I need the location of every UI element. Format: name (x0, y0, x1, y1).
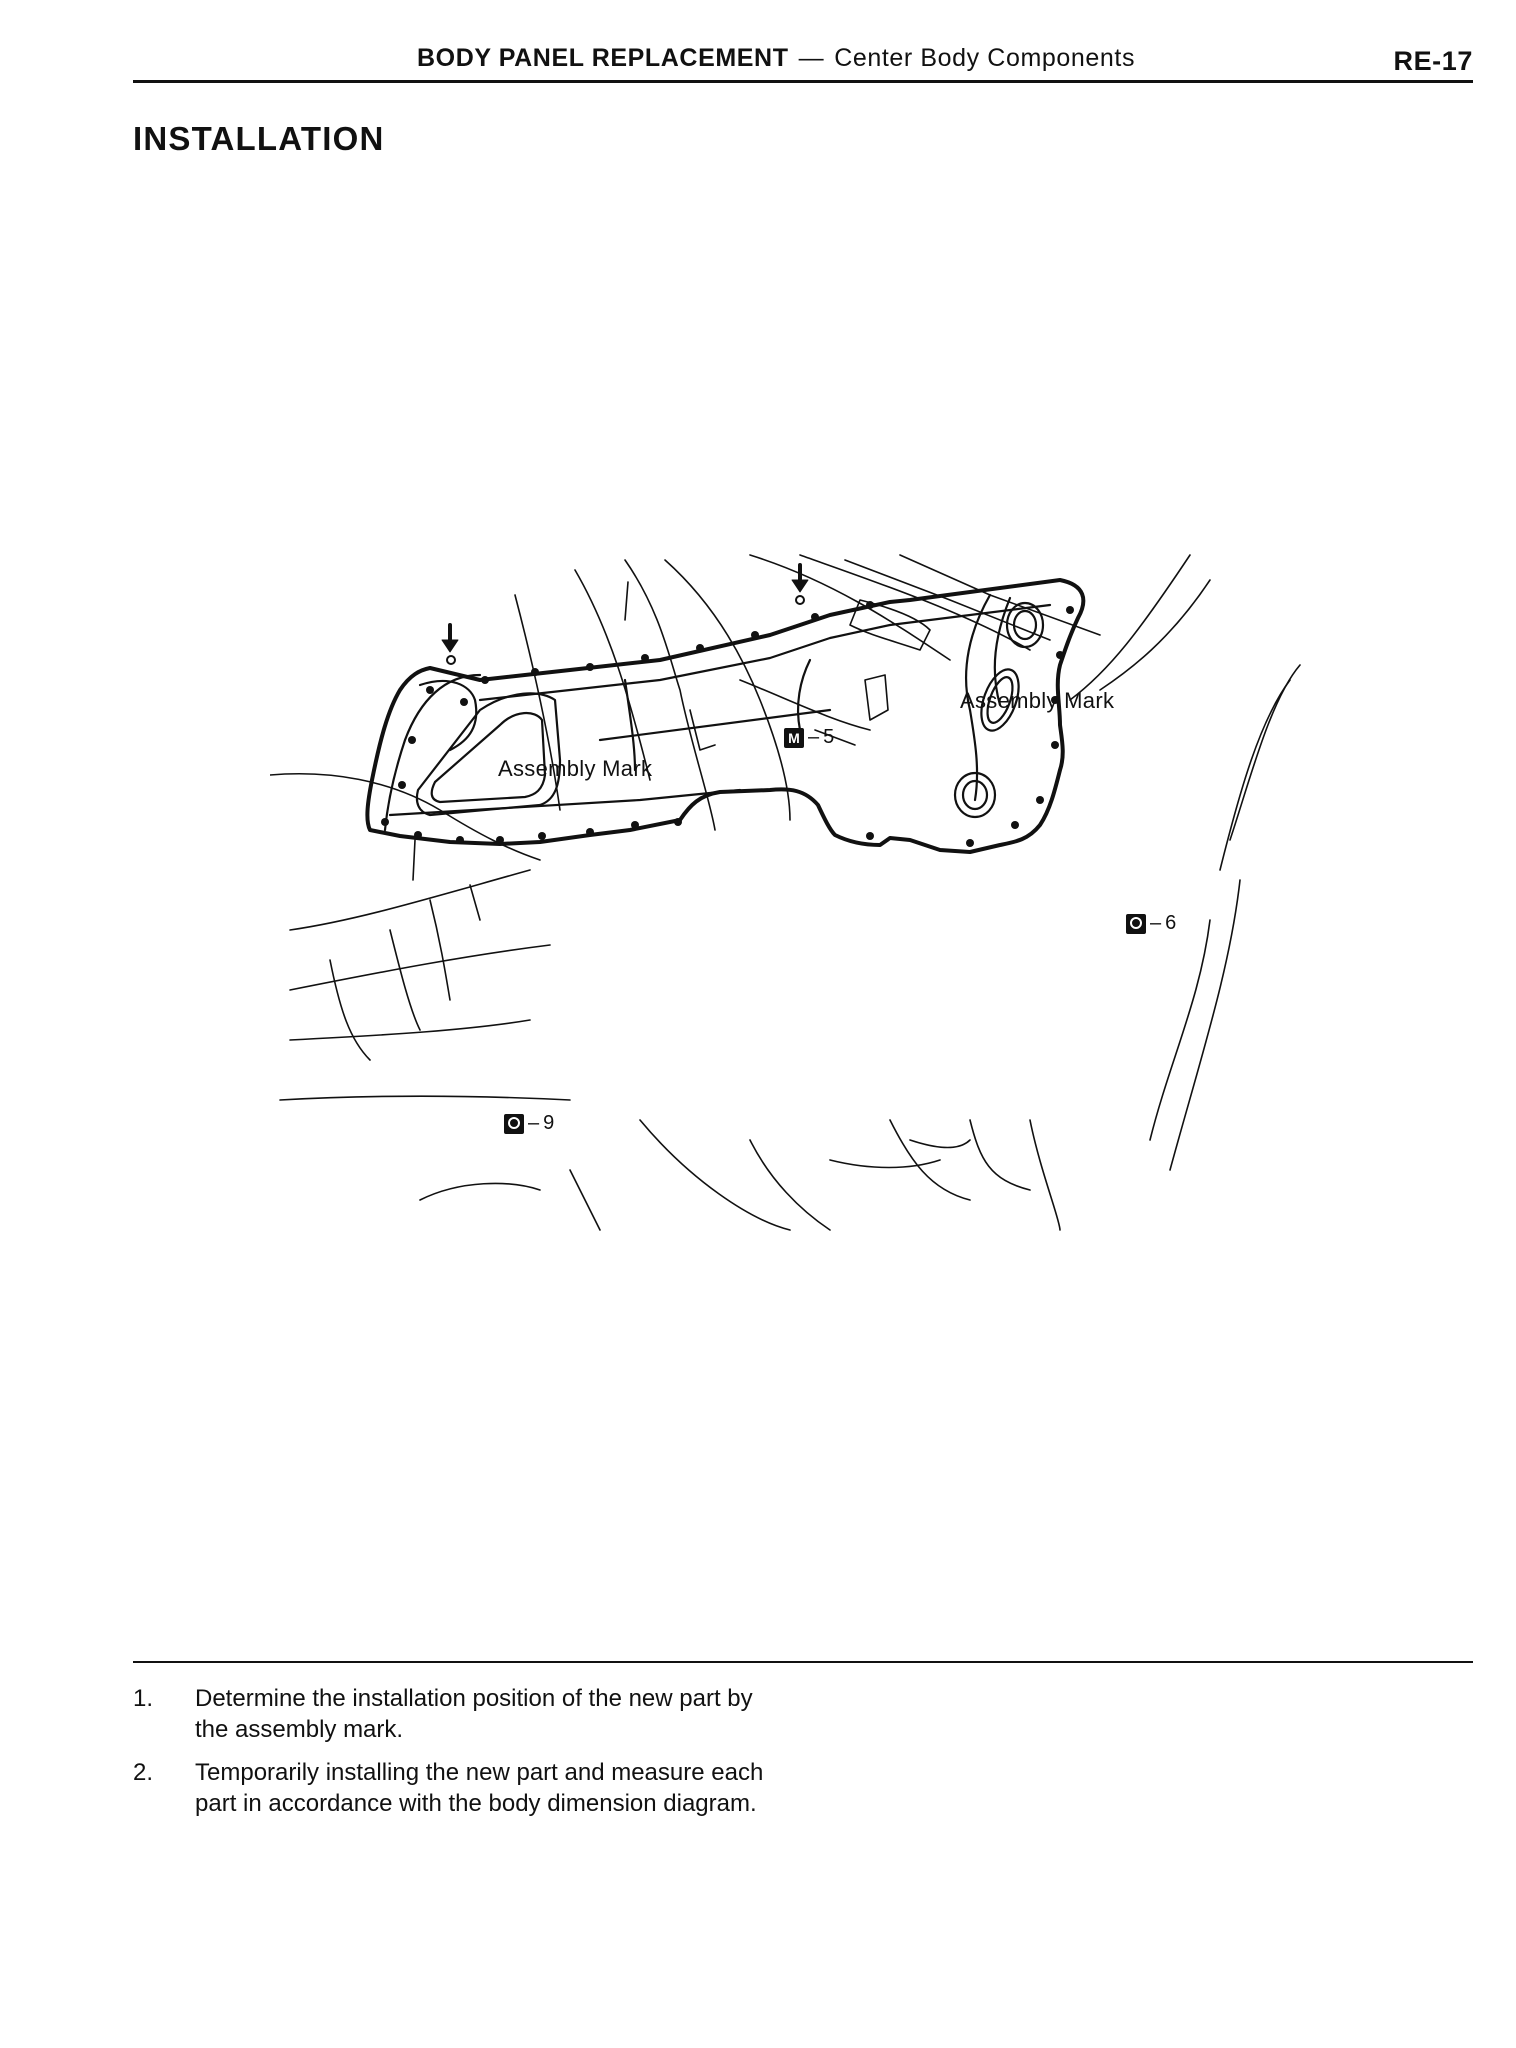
header-section: BODY PANEL REPLACEMENT (417, 44, 789, 72)
step-text: Determine the installation position of the new part by the assembly mark. (195, 1685, 753, 1743)
weld-code-m5 (784, 726, 834, 749)
weld-code-number: 9 (543, 1112, 555, 1134)
weld-symbol-o-icon (1126, 914, 1146, 934)
assembly-mark-right-label: Assembly Mark (960, 688, 1115, 713)
weld-symbol-m-icon: M (784, 728, 804, 748)
weld-code-dash: – (1150, 912, 1162, 934)
header-subsection: Center Body Components (834, 44, 1136, 72)
weld-code-o6 (1126, 912, 1176, 935)
weld-code-number: 6 (1165, 912, 1177, 934)
header-title (417, 44, 1135, 73)
page-header (133, 40, 1473, 82)
step-item (133, 1757, 783, 1819)
section-title: INSTALLATION (133, 120, 385, 157)
step-number: 1. (133, 1685, 154, 1712)
installation-steps (133, 1683, 783, 1831)
diagram-drawing (270, 540, 1320, 1240)
page-number: RE-17 (1393, 46, 1473, 76)
assembly-mark-left-label: Assembly Mark (498, 756, 653, 781)
step-number: 2. (133, 1759, 154, 1786)
background-body-lines (270, 555, 1300, 1230)
steps-rule (133, 1661, 1473, 1663)
body-panel-diagram (270, 540, 1320, 1240)
panel-inner-lines (385, 595, 1050, 830)
weld-code-dash: – (528, 1112, 540, 1134)
weld-code-dash: – (808, 726, 820, 748)
weld-symbol-o-icon (504, 1114, 524, 1134)
step-text: Temporarily installing the new part and measure each part in accordance with the body dimension diagram. (195, 1759, 764, 1817)
step-item (133, 1683, 783, 1745)
header-separator: — (798, 44, 825, 72)
weld-code-number: 5 (823, 726, 835, 748)
header-rule (133, 80, 1473, 83)
weld-code-o9 (504, 1112, 554, 1135)
